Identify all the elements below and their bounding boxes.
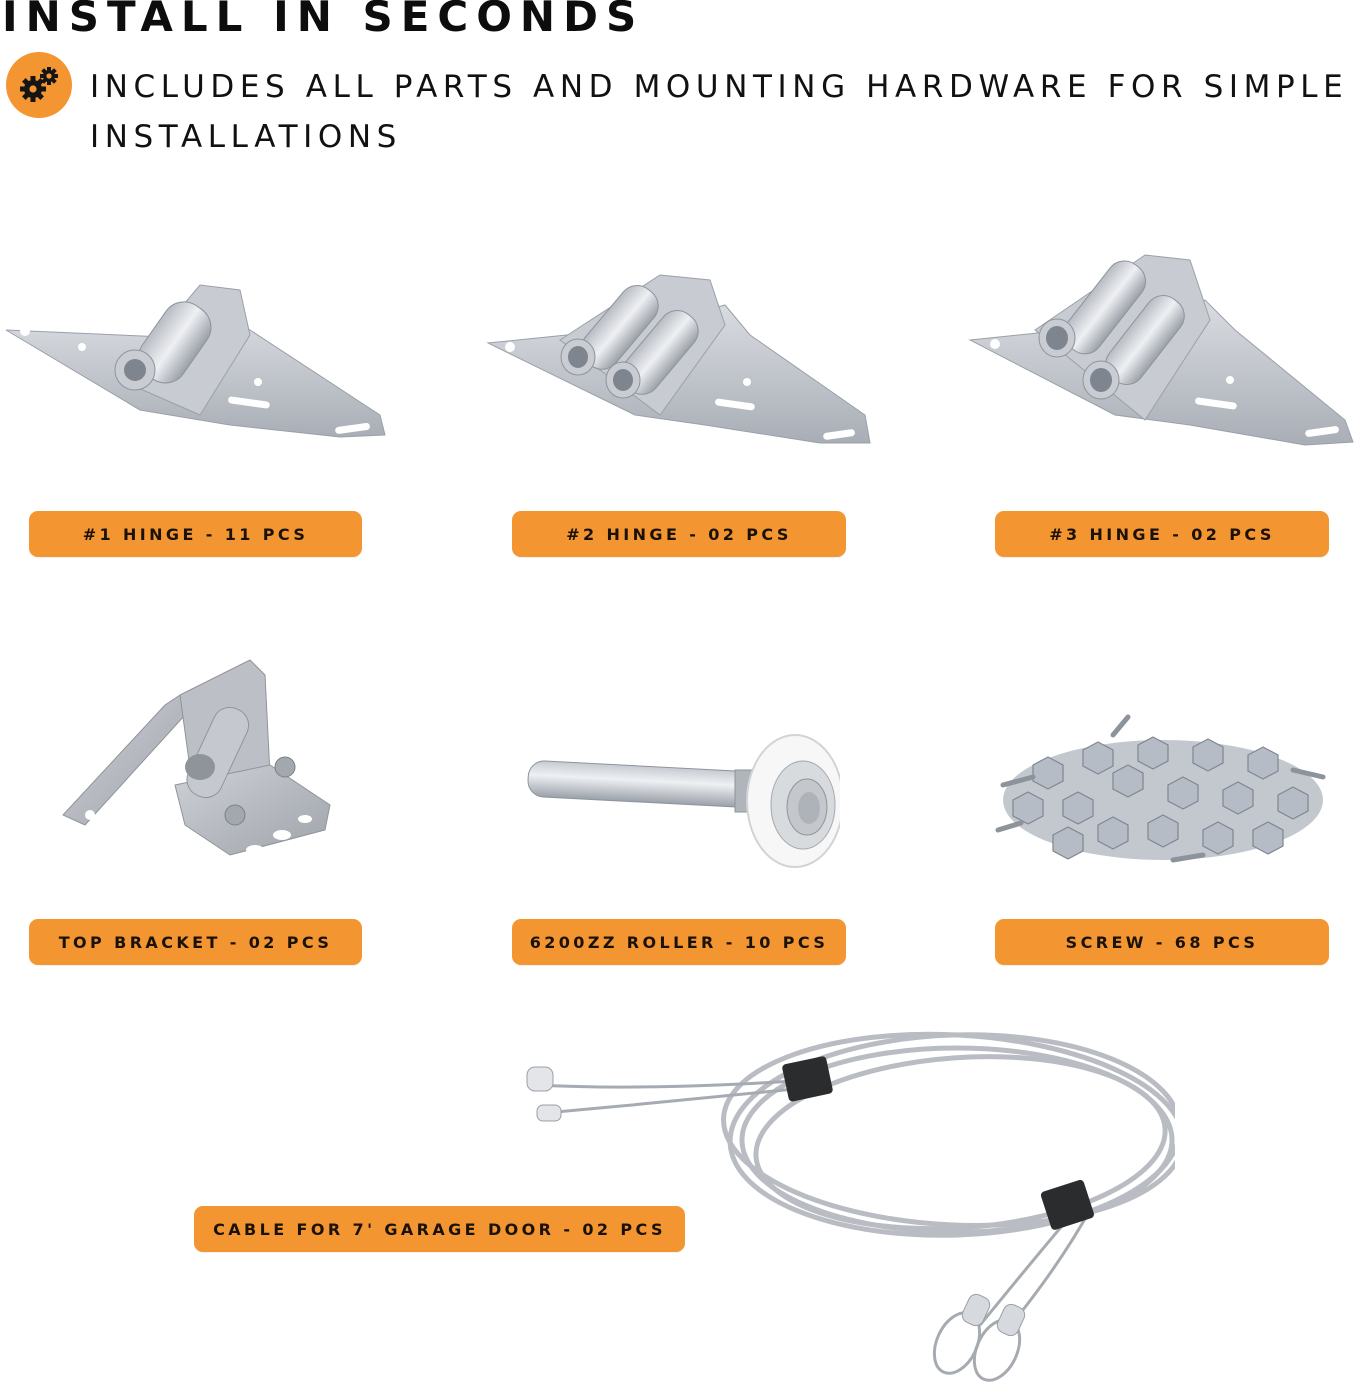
roller-image: [520, 728, 840, 873]
hinge-2-image: [485, 265, 880, 450]
item-label-roller: 6200ZZ ROLLER - 10 PCS: [512, 919, 846, 965]
feature-description: INCLUDES ALL PARTS AND MOUNTING HARDWARE FOR SIMPLE INSTALLATIONS: [90, 69, 1349, 155]
hinge-3-image: [965, 250, 1358, 450]
item-label-hinge-3: #3 HINGE - 02 PCS: [995, 511, 1329, 557]
item-label-screw: SCREW - 68 PCS: [995, 919, 1329, 965]
hinge-1-image: [0, 275, 400, 450]
gears-icon: [6, 52, 72, 118]
item-label-hinge-2: #2 HINGE - 02 PCS: [512, 511, 846, 557]
item-label-top-bracket: TOP BRACKET - 02 PCS: [29, 919, 362, 965]
page-title: INSTALL IN SECONDS: [2, 0, 645, 41]
screws-image: [993, 705, 1333, 880]
item-label-hinge-1: #1 HINGE - 11 PCS: [29, 511, 362, 557]
item-label-cable: CABLE FOR 7' GARAGE DOOR - 02 PCS: [194, 1206, 685, 1252]
top-bracket-image: [55, 655, 340, 865]
